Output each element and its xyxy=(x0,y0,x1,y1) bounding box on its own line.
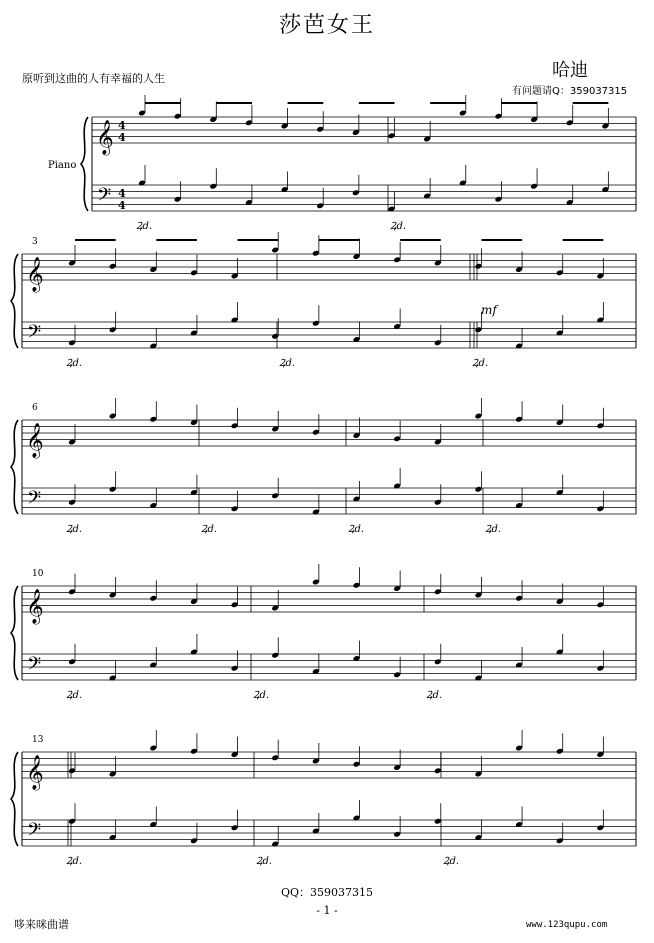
brace xyxy=(11,254,18,348)
treble-clef-icon: 𝄞 xyxy=(26,257,44,292)
pedal-mark: Ꝝd. xyxy=(66,856,83,867)
composer-name: 哈迪 xyxy=(552,60,588,81)
staff-system xyxy=(11,232,636,349)
bass-clef-icon: 𝄢 xyxy=(97,185,112,210)
pedal-mark: Ꝝd. xyxy=(66,690,83,701)
measure-number: 10 xyxy=(32,569,44,579)
treble-clef-icon: 𝄞 xyxy=(96,120,114,155)
site-name: 哆来咪曲谱 xyxy=(14,918,69,931)
page-title: 莎芭女王 xyxy=(278,13,375,38)
pedal-mark: Ꝝd. xyxy=(472,358,489,369)
measure-number: 3 xyxy=(32,237,38,247)
staff-system xyxy=(11,564,636,681)
instrument-label: Piano xyxy=(48,160,77,171)
staff-system xyxy=(11,730,636,847)
page-number: - 1 - xyxy=(316,904,338,917)
time-signature-bottom: 4 xyxy=(118,131,126,144)
pedal-mark: Ꝝd. xyxy=(136,221,153,232)
bass-clef-icon: 𝄢 xyxy=(27,820,42,845)
brace xyxy=(81,117,88,211)
treble-clef-icon: 𝄞 xyxy=(26,755,44,790)
brace xyxy=(11,420,18,514)
pedal-mark: Ꝝd. xyxy=(256,856,273,867)
pedal-mark: Ꝝd. xyxy=(443,856,460,867)
measure-number: 13 xyxy=(32,735,44,745)
bass-clef-icon: 𝄢 xyxy=(27,654,42,679)
pedal-mark: Ꝝd. xyxy=(390,221,407,232)
time-signature-top: 4 xyxy=(118,187,126,200)
site-url: www.123qupu.com xyxy=(526,920,608,930)
subtitle: 原听到这曲的人有幸福的人生 xyxy=(22,72,165,85)
pedal-mark: Ꝝd. xyxy=(253,690,270,701)
treble-clef-icon: 𝄞 xyxy=(26,589,44,624)
bass-clef-icon: 𝄢 xyxy=(27,488,42,513)
staff-system xyxy=(11,398,636,515)
pedal-mark: Ꝝd. xyxy=(66,358,83,369)
brace xyxy=(11,752,18,846)
pedal-mark: Ꝝd. xyxy=(279,358,296,369)
time-signature-top: 4 xyxy=(118,119,126,132)
contact-info: 有问题请Q：359037315 xyxy=(512,86,628,97)
staff-system xyxy=(81,95,636,212)
footer-qq: QQ：359037315 xyxy=(280,886,374,899)
dynamic-marking: mf xyxy=(481,303,497,317)
pedal-mark: Ꝝd. xyxy=(66,524,83,535)
bass-clef-icon: 𝄢 xyxy=(27,322,42,347)
measure-number: 6 xyxy=(32,403,38,413)
pedal-mark: Ꝝd. xyxy=(485,524,502,535)
brace xyxy=(11,586,18,680)
pedal-mark: Ꝝd. xyxy=(348,524,365,535)
treble-clef-icon: 𝄞 xyxy=(26,423,44,458)
time-signature-bottom: 4 xyxy=(118,199,126,212)
pedal-mark: Ꝝd. xyxy=(201,524,218,535)
pedal-mark: Ꝝd. xyxy=(426,690,443,701)
